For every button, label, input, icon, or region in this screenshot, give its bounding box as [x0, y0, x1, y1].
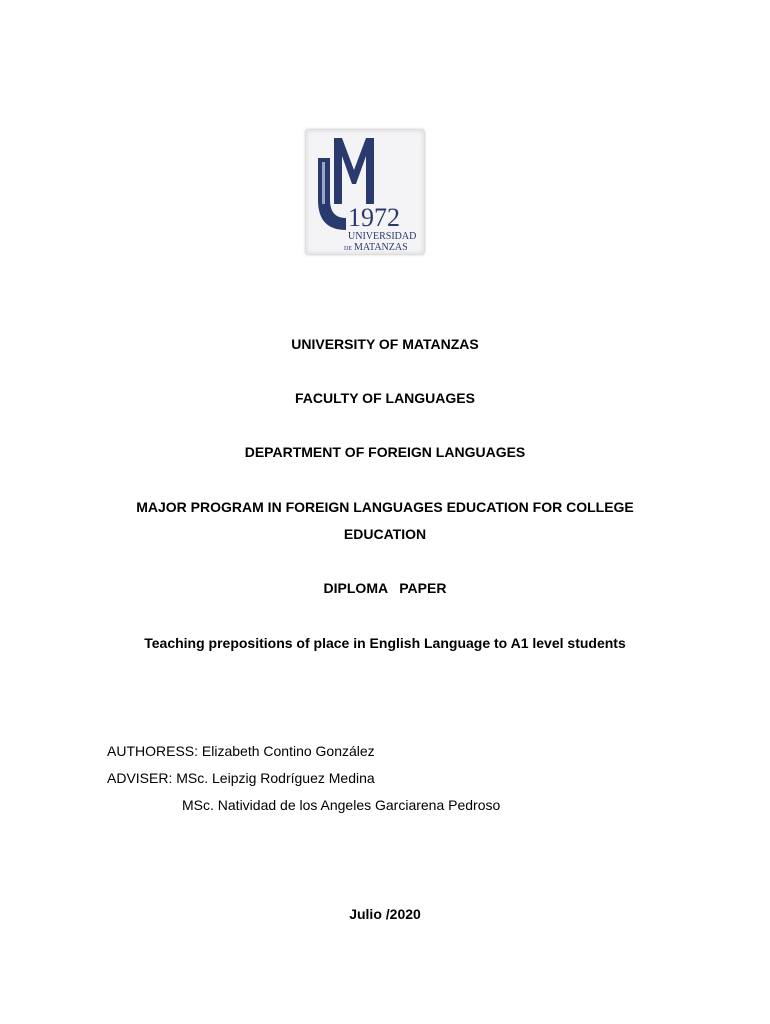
university-logo [306, 130, 424, 254]
logo-text-matanzas: MATANZAS [354, 242, 408, 253]
program-name-line2: EDUCATION [343, 526, 427, 542]
university-logo-emblem [306, 130, 424, 254]
program-name-line1: MAJOR PROGRAM IN FOREIGN LANGUAGES EDUCATION FOR COLLEGE [136, 499, 634, 515]
adviser-line-1: ADVISER: MSc. Leipzig Rodríguez Medina [107, 770, 375, 786]
faculty-name: FACULTY OF LANGUAGES [295, 390, 475, 406]
logo-text-universidad: UNIVERSIDAD [348, 231, 417, 242]
submission-date: Julio /2020 [349, 906, 421, 922]
university-name: UNIVERSITY OF MATANZAS [291, 336, 479, 352]
logo-year: 1972 [348, 203, 400, 232]
logo-m-shape [334, 138, 374, 204]
logo-stripe [322, 162, 325, 204]
paper-type: DIPLOMA PAPER [323, 580, 447, 596]
department-name: DEPARTMENT OF FOREIGN LANGUAGES [244, 444, 526, 460]
paper-title: Teaching prepositions of place in English Language to A1 level students [144, 635, 626, 651]
authoress-line: AUTHORESS: Elizabeth Contino González [107, 743, 375, 759]
logo-text-de: DE [344, 246, 352, 252]
adviser-line-2: MSc. Natividad de los Angeles Garciarena Pedroso [182, 797, 501, 813]
